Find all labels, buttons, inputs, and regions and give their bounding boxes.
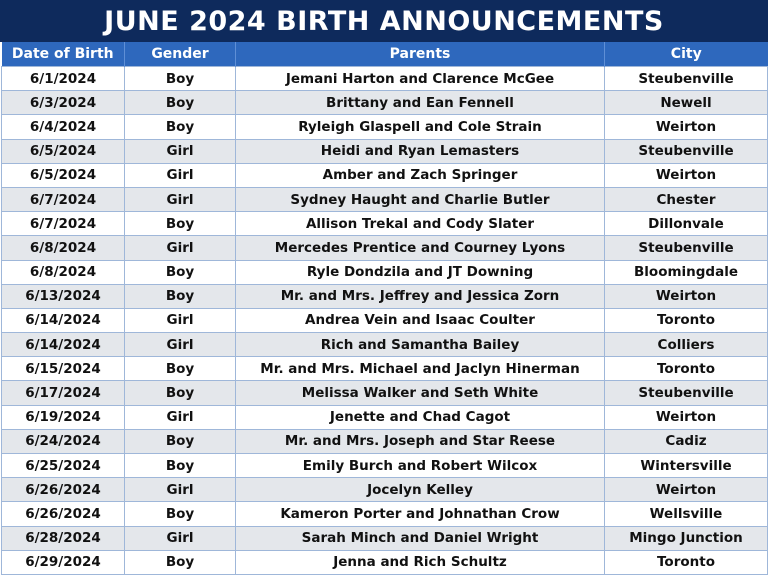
title-bar	[0, 0, 768, 42]
table-row	[2, 236, 768, 260]
city-cell: Weirton	[605, 115, 768, 139]
table-row	[2, 454, 768, 478]
gender-cell: Boy	[125, 357, 236, 381]
gender-cell: Boy	[125, 260, 236, 284]
parents-cell: Melissa Walker and Seth White	[236, 381, 605, 405]
date-of-birth-cell: 6/26/2024	[2, 502, 125, 526]
table-row	[2, 187, 768, 211]
city-cell: Weirton	[605, 405, 768, 429]
parents-cell: Mr. and Mrs. Michael and Jaclyn Hinerman	[236, 357, 605, 381]
table-header	[2, 42, 768, 67]
parents-cell: Sarah Minch and Daniel Wright	[236, 526, 605, 550]
parents-cell: Jemani Harton and Clarence McGee	[236, 67, 605, 91]
table-row	[2, 526, 768, 550]
date-of-birth-cell: 6/26/2024	[2, 478, 125, 502]
parents-cell: Amber and Zach Springer	[236, 163, 605, 187]
city-cell: Toronto	[605, 357, 768, 381]
date-of-birth-cell: 6/7/2024	[2, 212, 125, 236]
gender-cell: Girl	[125, 526, 236, 550]
city-cell: Dillonvale	[605, 212, 768, 236]
date-of-birth-cell: 6/8/2024	[2, 236, 125, 260]
table-row	[2, 67, 768, 91]
date-of-birth-cell: 6/1/2024	[2, 67, 125, 91]
header-city: City	[605, 42, 768, 67]
table-row	[2, 405, 768, 429]
parents-cell: Emily Burch and Robert Wilcox	[236, 454, 605, 478]
date-of-birth-cell: 6/7/2024	[2, 187, 125, 211]
date-of-birth-cell: 6/13/2024	[2, 284, 125, 308]
header-parents: Parents	[236, 42, 605, 67]
table-row	[2, 163, 768, 187]
city-cell: Colliers	[605, 333, 768, 357]
parents-cell: Heidi and Ryan Lemasters	[236, 139, 605, 163]
table-row	[2, 260, 768, 284]
gender-cell: Boy	[125, 429, 236, 453]
gender-cell: Boy	[125, 284, 236, 308]
gender-cell: Girl	[125, 333, 236, 357]
gender-cell: Boy	[125, 67, 236, 91]
birth-announcements-table	[1, 42, 768, 575]
city-cell: Weirton	[605, 163, 768, 187]
table-row	[2, 284, 768, 308]
gender-cell: Girl	[125, 478, 236, 502]
table-row	[2, 429, 768, 453]
gender-cell: Boy	[125, 381, 236, 405]
gender-cell: Boy	[125, 91, 236, 115]
parents-cell: Jenette and Chad Cagot	[236, 405, 605, 429]
table-row	[2, 91, 768, 115]
date-of-birth-cell: 6/5/2024	[2, 139, 125, 163]
city-cell: Steubenville	[605, 67, 768, 91]
gender-cell: Girl	[125, 163, 236, 187]
parents-cell: Rich and Samantha Bailey	[236, 333, 605, 357]
date-of-birth-cell: 6/14/2024	[2, 333, 125, 357]
header-date-of-birth: Date of Birth	[2, 42, 125, 67]
table-row	[2, 212, 768, 236]
header-row	[2, 42, 768, 67]
table-row	[2, 381, 768, 405]
city-cell: Bloomingdale	[605, 260, 768, 284]
gender-cell: Girl	[125, 187, 236, 211]
city-cell: Newell	[605, 91, 768, 115]
gender-cell: Boy	[125, 115, 236, 139]
parents-cell: Mercedes Prentice and Courney Lyons	[236, 236, 605, 260]
date-of-birth-cell: 6/29/2024	[2, 550, 125, 574]
city-cell: Weirton	[605, 478, 768, 502]
city-cell: Toronto	[605, 550, 768, 574]
gender-cell: Girl	[125, 236, 236, 260]
city-cell: Steubenville	[605, 139, 768, 163]
table-row	[2, 357, 768, 381]
date-of-birth-cell: 6/19/2024	[2, 405, 125, 429]
date-of-birth-cell: 6/14/2024	[2, 308, 125, 332]
gender-cell: Girl	[125, 308, 236, 332]
city-cell: Mingo Junction	[605, 526, 768, 550]
gender-cell: Boy	[125, 454, 236, 478]
parents-cell: Ryle Dondzila and JT Downing	[236, 260, 605, 284]
table-row	[2, 333, 768, 357]
city-cell: Wintersville	[605, 454, 768, 478]
city-cell: Weirton	[605, 284, 768, 308]
gender-cell: Boy	[125, 212, 236, 236]
table-body	[2, 67, 768, 575]
date-of-birth-cell: 6/17/2024	[2, 381, 125, 405]
table-row	[2, 115, 768, 139]
date-of-birth-cell: 6/3/2024	[2, 91, 125, 115]
parents-cell: Allison Trekal and Cody Slater	[236, 212, 605, 236]
date-of-birth-cell: 6/28/2024	[2, 526, 125, 550]
parents-cell: Kameron Porter and Johnathan Crow	[236, 502, 605, 526]
header-gender: Gender	[125, 42, 236, 67]
date-of-birth-cell: 6/24/2024	[2, 429, 125, 453]
parents-cell: Jenna and Rich Schultz	[236, 550, 605, 574]
date-of-birth-cell: 6/25/2024	[2, 454, 125, 478]
city-cell: Toronto	[605, 308, 768, 332]
gender-cell: Boy	[125, 502, 236, 526]
date-of-birth-cell: 6/8/2024	[2, 260, 125, 284]
parents-cell: Brittany and Ean Fennell	[236, 91, 605, 115]
date-of-birth-cell: 6/5/2024	[2, 163, 125, 187]
parents-cell: Mr. and Mrs. Jeffrey and Jessica Zorn	[236, 284, 605, 308]
gender-cell: Boy	[125, 550, 236, 574]
gender-cell: Girl	[125, 139, 236, 163]
parents-cell: Jocelyn Kelley	[236, 478, 605, 502]
table-row	[2, 550, 768, 574]
page-title: JUNE 2024 BIRTH ANNOUNCEMENTS	[104, 5, 664, 37]
table-row	[2, 139, 768, 163]
parents-cell: Ryleigh Glaspell and Cole Strain	[236, 115, 605, 139]
date-of-birth-cell: 6/15/2024	[2, 357, 125, 381]
city-cell: Cadiz	[605, 429, 768, 453]
date-of-birth-cell: 6/4/2024	[2, 115, 125, 139]
city-cell: Steubenville	[605, 381, 768, 405]
gender-cell: Girl	[125, 405, 236, 429]
city-cell: Steubenville	[605, 236, 768, 260]
parents-cell: Sydney Haught and Charlie Butler	[236, 187, 605, 211]
table-row	[2, 478, 768, 502]
table-row	[2, 308, 768, 332]
parents-cell: Andrea Vein and Isaac Coulter	[236, 308, 605, 332]
city-cell: Wellsville	[605, 502, 768, 526]
city-cell: Chester	[605, 187, 768, 211]
table-row	[2, 502, 768, 526]
parents-cell: Mr. and Mrs. Joseph and Star Reese	[236, 429, 605, 453]
